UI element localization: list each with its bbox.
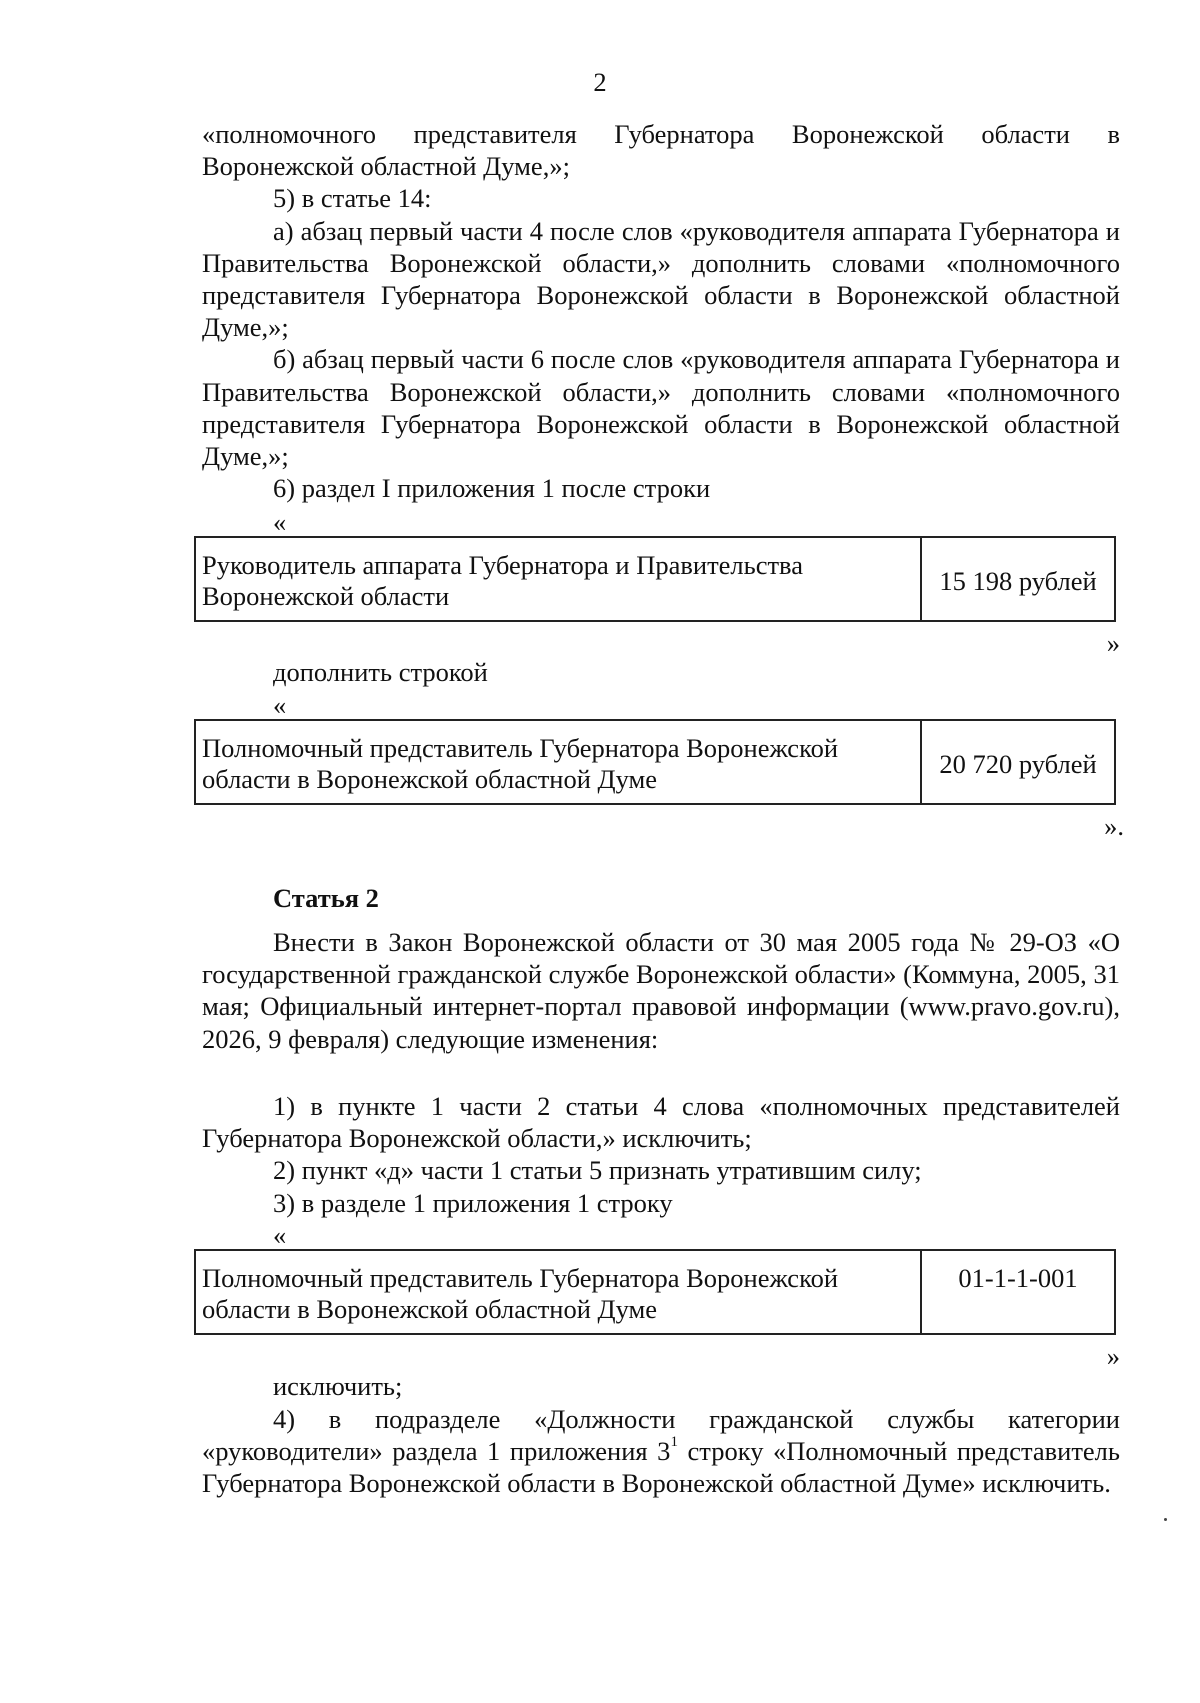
value-cell: 15 198 рублей — [921, 537, 1115, 621]
close-quote-1: » — [1106, 628, 1120, 658]
close-quote-3: » — [1106, 1341, 1120, 1371]
open-quote-3: « — [273, 1220, 287, 1250]
open-quote-2: « — [273, 690, 287, 720]
value-cell: 20 720 рублей — [921, 720, 1115, 804]
article-2-heading: Статья 2 — [273, 883, 379, 913]
exclude-line: исключить; — [273, 1371, 403, 1401]
page-number: 2 — [593, 67, 607, 97]
close-quote-2: ». — [1104, 811, 1124, 841]
item-4-text-continued: строку «Полномочный представитель Губернатора Воронежской области в Воронежской областной Думе» исключить. — [202, 1436, 1120, 1499]
supplement-line: дополнить строкой — [273, 657, 488, 687]
item-5b: б) абзац первый части 6 после слов «руководителя аппарата Губернатора и Правительства Воронежской области,» дополнить словами «полномочного представителя Губернатора Воронежской области в Воронежской областной Думе,»; — [202, 344, 1120, 472]
article-2-items — [202, 1090, 1120, 1219]
table-row — [195, 537, 1115, 621]
item-5a: а) абзац первый части 4 после слов «руководителя аппарата Губернатора и Правительства Воронежской области,» дополнить словами «полномочного представителя Губернатора Воронежской области в Воронежской областной Думе,»; — [202, 215, 1120, 343]
code-cell: 01-1-1-001 — [921, 1250, 1115, 1334]
position-code-table — [194, 1249, 1116, 1335]
salary-table-1 — [194, 536, 1116, 622]
article-2-item-2: 2) пункт «д» части 1 статьи 5 признать утратившим силу; — [273, 1155, 922, 1186]
article-2-item-4 — [202, 1403, 1120, 1500]
table-row — [195, 720, 1115, 804]
superscript: 1 — [670, 1434, 678, 1451]
open-quote-1: « — [273, 507, 287, 537]
table-row — [195, 1250, 1115, 1334]
item-5: 5) в статье 14: — [273, 183, 432, 214]
position-cell: Полномочный представитель Губернатора Воронежской области в Воронежской областной Думе — [195, 720, 921, 804]
position-cell: Руководитель аппарата Губернатора и Правительства Воронежской области — [195, 537, 921, 621]
article-2-item-1: 1) в пункте 1 части 2 статьи 4 слова «полномочных представителей Губернатора Воронежской области,» исключить; — [202, 1091, 1120, 1154]
article-2-intro — [202, 926, 1120, 1055]
article-2-intro-paragraph: Внести в Закон Воронежской области от 30 мая 2005 года № 29-ОЗ «О государственной гражданской службе Воронежской области» (Коммуна, 2005, 31 мая; Официальный интернет-портал правовой информации (www.pravo.gov.ru), 2026, 9 февраля) следующие изменения: — [202, 927, 1120, 1054]
article-2-item-3: 3) в разделе 1 приложения 1 строку — [273, 1187, 673, 1218]
item-4-text: 4) в подразделе «Должности гражданской службы категории «руководители» раздела 1 приложения 3 — [202, 1404, 1120, 1467]
position-cell: Полномочный представитель Губернатора Воронежской области в Воронежской областной Думе — [195, 1250, 921, 1334]
intro-section — [202, 118, 1120, 504]
continuation-paragraph: «полномочного представителя Губернатора Воронежской области в Воронежской областной Думе,»; — [202, 119, 1120, 182]
salary-table-2 — [194, 719, 1116, 805]
scan-speck — [1164, 1518, 1167, 1521]
item-6: 6) раздел I приложения 1 после строки — [273, 473, 711, 504]
